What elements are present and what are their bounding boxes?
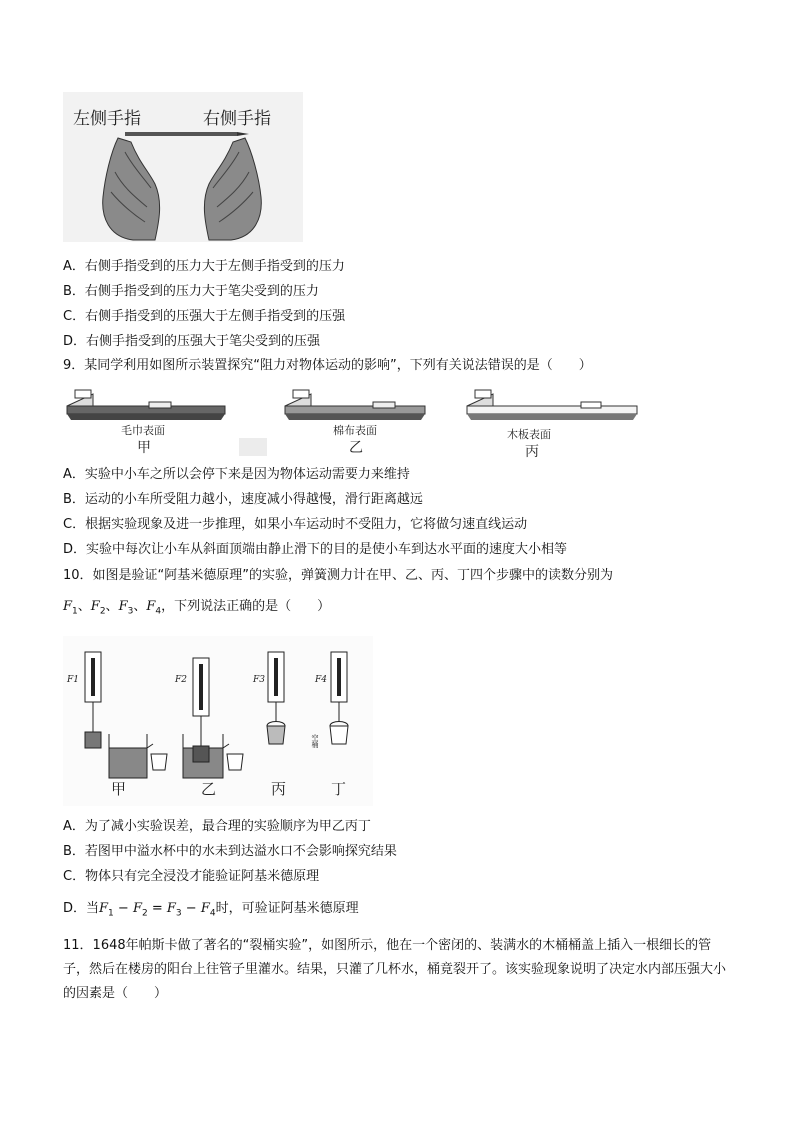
q8-option-d: D．右侧手指受到的压强大于笔尖受到的压强: [63, 334, 321, 349]
q8-option-b: B．右侧手指受到的压力大于笔尖受到的压力: [63, 284, 319, 299]
q10-stem-suffix: ，下列说法正确的是（ ）: [161, 599, 331, 614]
step-label-ding: 丁: [331, 780, 347, 798]
bucket-2: [227, 754, 243, 770]
q10-stem-line2: $F_1$、$F_2$、$F_3$、$F_4$，下列说法正确的是（ ）: [63, 599, 331, 617]
q9-option-c: C．根据实验现象及进一步推理，如果小车运动时不受阻力，它将做匀速直线运动: [63, 517, 528, 532]
force-label-f4: F4: [315, 675, 327, 685]
q11-stem: 11．1648年帕斯卡做了著名的“裂桶实验”，如图所示，他在一个密闭的、装满水的木桶桶盖上插入一根细长的管子，然后在楼房的阳台上往管子里灌水。结果，只灌了几杯水，桶竟裂开了。该实验现象说明了决定水内部压强大小的因素是（ ）: [63, 938, 727, 1001]
towel-surface-setup: [67, 390, 225, 420]
force-label-f2: F2: [175, 675, 187, 685]
right-finger-label: 右侧手指: [203, 109, 271, 129]
archimedes-experiment-figure: [63, 636, 373, 806]
step-label-yi: 乙: [201, 780, 217, 798]
step-label-jia: 甲: [111, 780, 127, 798]
q10-option-c: C．物体只有完全浸没才能验证阿基米德原理: [63, 869, 320, 884]
surface-label-cotton: 棉布表面: [333, 424, 377, 437]
q10-stem-line1: 10．如图是验证“阿基米德原理”的实验，弹簧测力计在甲、乙、丙、丁四个步骤中的读数分别为: [63, 568, 614, 583]
q10-option-a: A．为了减小实验误差，最合理的实验顺序为甲乙丙丁: [63, 819, 371, 834]
force-label-f3: F3: [253, 675, 265, 685]
q10-option-d: D．当$F_1 - F_2 = F_3 - F_4$时，可验证阿基米德原理: [63, 901, 359, 919]
surface-label-wood: 木板表面: [507, 428, 551, 441]
bucket-1: [151, 754, 167, 770]
object-block: [85, 732, 101, 748]
q9-stem: 9．某同学利用如图所示装置探究“阻力对物体运动的影响”，下列有关说法错误的是（ ）: [63, 358, 592, 373]
force-label-f1: F1: [67, 675, 79, 685]
panel-label-bing: 丙: [525, 444, 539, 460]
friction-experiment-figure: [63, 378, 643, 460]
step-label-bing: 丙: [271, 780, 287, 798]
panel-label-yi: 乙: [349, 440, 363, 456]
q9-option-a: A．实验中小车之所以会停下来是因为物体运动需要力来维持: [63, 467, 410, 482]
cotton-surface-setup: [285, 390, 425, 420]
q8-option-a: A．右侧手指受到的压力大于左侧手指受到的压力: [63, 259, 345, 274]
q10-option-b: B．若图甲中溢水杯中的水未到达溢水口不会影响探究结果: [63, 844, 397, 859]
panel-label-jia: 甲: [137, 440, 151, 456]
empty-bucket-label: 空桶: [311, 734, 319, 748]
q9-option-b: B．运动的小车所受阻力越小，速度减小得越慢，滑行距离越远: [63, 492, 423, 507]
q10-option-d-suffix: 时，可验证阿基米德原理: [215, 901, 359, 916]
q8-option-c: C．右侧手指受到的压强大于左侧手指受到的压强: [63, 309, 346, 324]
left-finger-label: 左侧手指: [73, 109, 141, 129]
pencil-fingers-figure: [63, 92, 303, 242]
pencil: [125, 132, 249, 136]
q9-option-d: D．实验中每次让小车从斜面顶端由静止滑下的目的是使小车到达水平面的速度大小相等: [63, 542, 568, 557]
wood-surface-setup: [467, 390, 637, 420]
surface-label-towel: 毛巾表面: [121, 424, 165, 437]
q10-option-d-prefix: D．当: [63, 901, 100, 916]
